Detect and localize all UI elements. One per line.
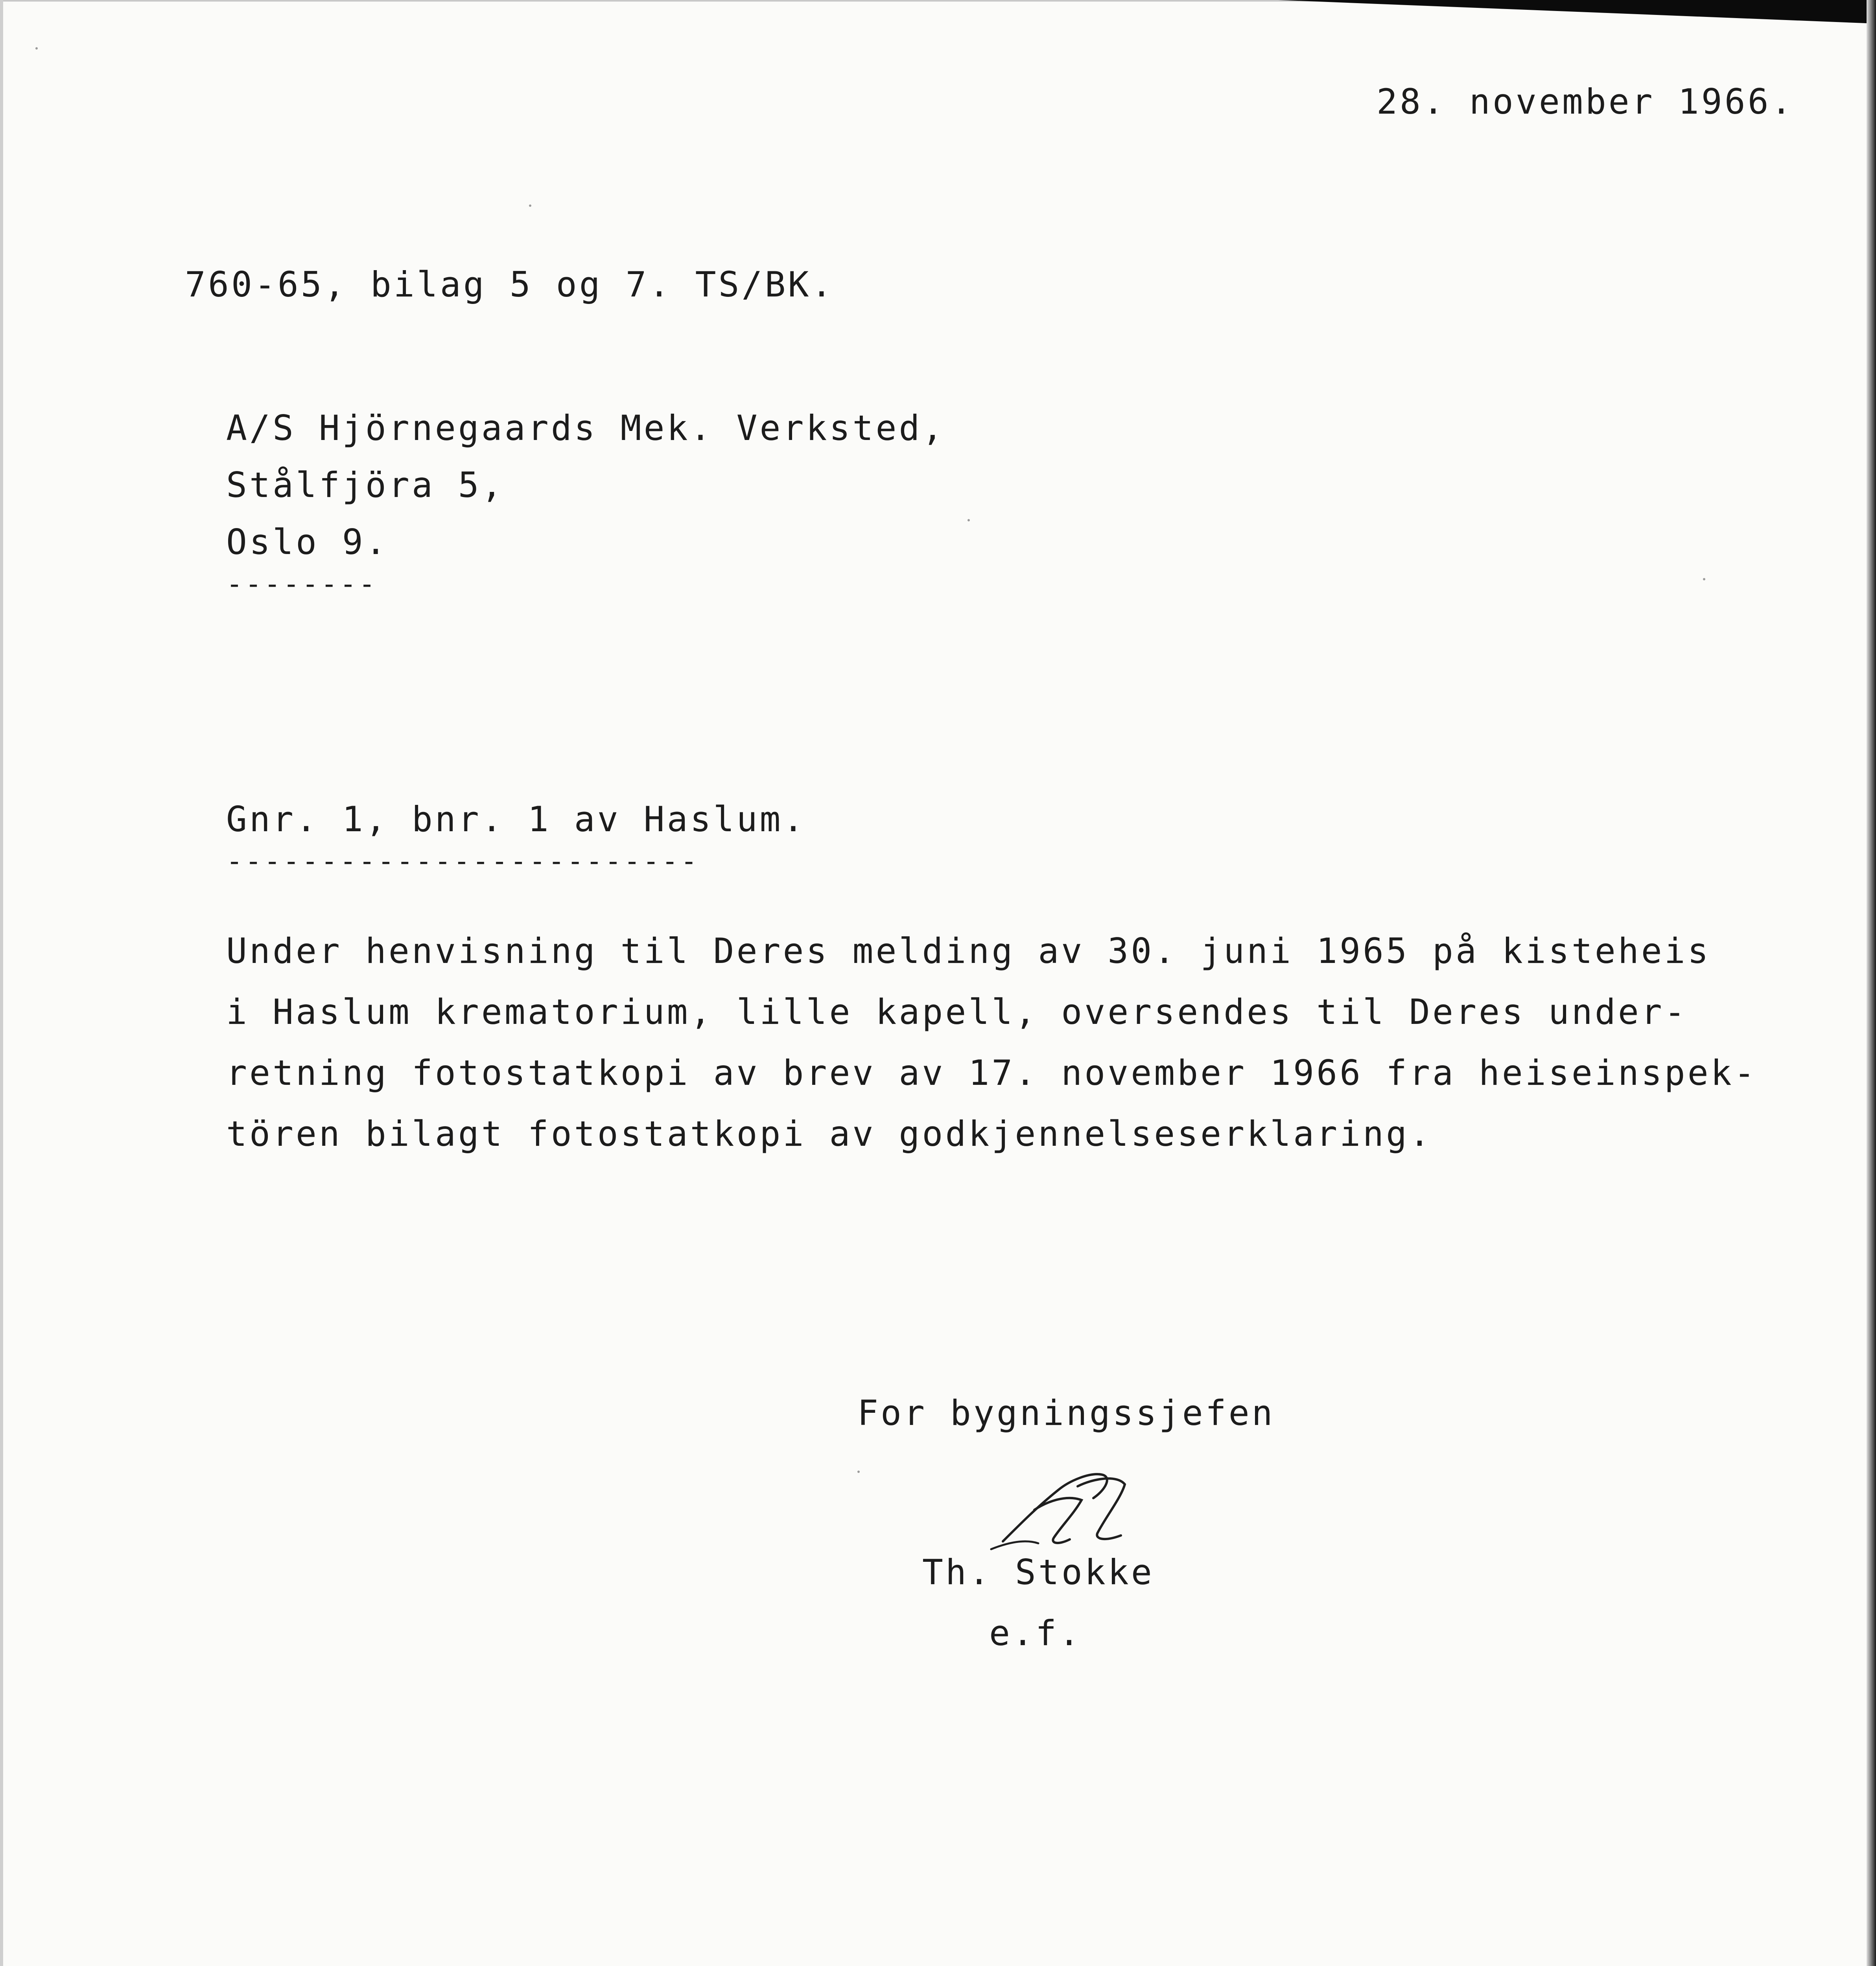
- scan-speck: [967, 519, 970, 521]
- signatory-title: e.f.: [989, 1613, 1082, 1653]
- page-edge-left: [0, 0, 3, 1966]
- scan-speck: [1703, 578, 1705, 580]
- subject-line: Gnr. 1, bnr. 1 av Haslum.: [226, 799, 806, 839]
- scan-speck: [529, 204, 531, 207]
- body-line-2: i Haslum krematorium, lille kapell, oversendes til Deres under-: [226, 992, 1688, 1032]
- recipient-street: Stålfjöra 5,: [226, 465, 505, 505]
- handwritten-signature: [975, 1463, 1141, 1565]
- recipient-underline: --------: [226, 568, 378, 600]
- body-line-4: tören bilagt fotostatkopi av godkjennelseserklaring.: [226, 1114, 1432, 1154]
- scan-shadow-top-right: [1278, 0, 1876, 24]
- scan-speck: [857, 1471, 860, 1473]
- recipient-name: A/S Hjörnegaards Mek. Verksted,: [226, 408, 945, 448]
- recipient-city: Oslo 9.: [226, 522, 389, 562]
- signatory-name: Th. Stokke: [922, 1552, 1154, 1592]
- reference-line: 760-65, bilag 5 og 7. TS/BK.: [185, 264, 835, 305]
- page-edge-right: [1867, 0, 1876, 1966]
- body-line-3: retning fotostatkopi av brev av 17. november 1966 fra heiseinspek-: [226, 1053, 1757, 1093]
- letter-date: 28. november 1966.: [1377, 81, 1794, 122]
- scan-speck: [35, 47, 38, 50]
- body-line-1: Under henvisning til Deres melding av 30. juni 1965 på kisteheis: [226, 931, 1711, 971]
- subject-underline: -------------------------: [226, 845, 700, 877]
- closing-line: For bygningssjefen: [857, 1393, 1275, 1433]
